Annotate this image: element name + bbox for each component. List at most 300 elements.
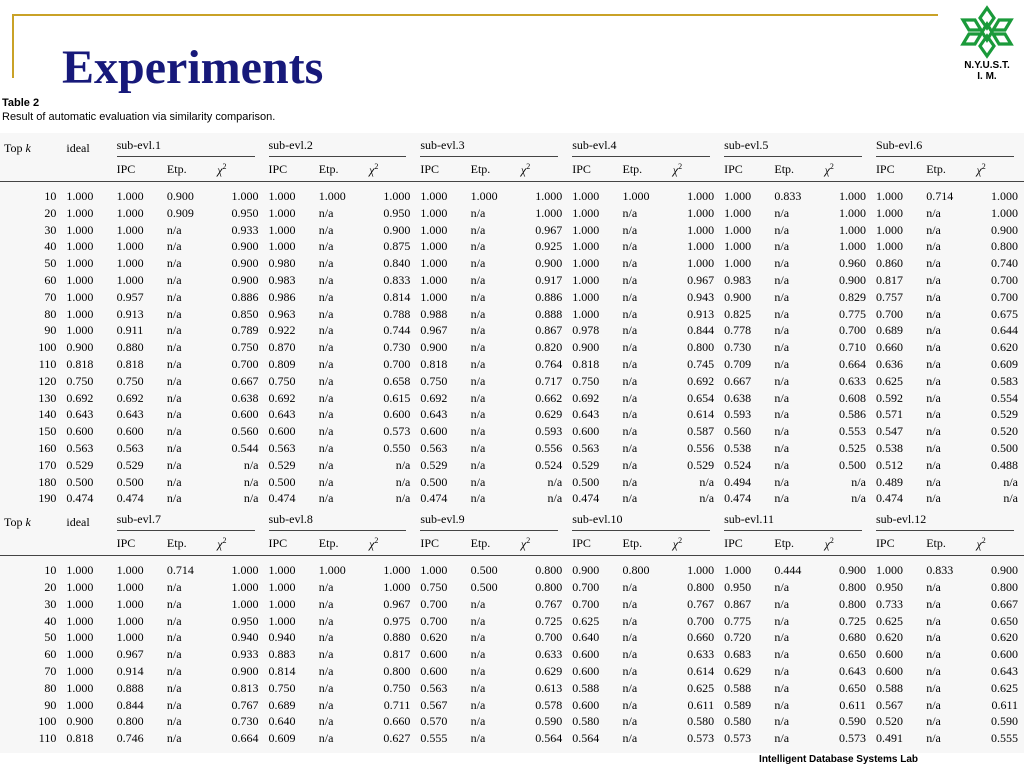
value-cell: 1.000 [116, 189, 144, 203]
value-cell: 1.000 [991, 189, 1018, 203]
ideal-cell: 0.529 [66, 457, 94, 472]
value-cell: 0.788 [383, 306, 411, 321]
value-cell: 0.764 [535, 356, 563, 371]
value-cell: 0.474 [572, 491, 600, 506]
chi-symbol: χ [520, 163, 527, 178]
value-cell: 0.840 [383, 256, 411, 271]
value-cell: n/a [166, 289, 182, 304]
nyust-logo [952, 4, 1022, 88]
value-cell: n/a [926, 731, 941, 746]
topk-cell: 30 [44, 222, 57, 237]
value-cell: n/a [318, 289, 334, 304]
group-label: sub-evl.7 [117, 511, 255, 531]
group-label: sub-evl.12 [876, 511, 1014, 531]
value-cell: n/a [774, 256, 790, 271]
group-header-row [0, 133, 1024, 157]
chi-square-header [821, 157, 872, 182]
value-cell: n/a [470, 205, 486, 220]
value-cell: n/a [470, 356, 486, 371]
table-row [0, 406, 1024, 423]
value-cell: n/a [318, 613, 334, 628]
value-cell: 0.711 [383, 697, 411, 712]
value-cell: n/a [926, 714, 941, 729]
value-cell: 0.571 [875, 407, 903, 422]
value-cell: n/a [926, 373, 941, 388]
value-cell: n/a [470, 239, 486, 254]
value-cell: 0.914 [116, 663, 144, 678]
value-cell: 1.000 [875, 205, 903, 220]
value-cell: n/a [926, 424, 941, 439]
value-cell: n/a [470, 306, 486, 321]
value-cell: n/a [926, 647, 941, 662]
value-cell: 1.000 [268, 613, 296, 628]
value-cell: n/a [774, 323, 790, 338]
table-row [0, 490, 1024, 507]
value-cell: 0.818 [116, 356, 144, 371]
table-row [0, 255, 1024, 272]
ipc-header: IPC [265, 157, 315, 182]
value-cell: 0.900 [231, 663, 259, 678]
value-cell: n/a [470, 630, 486, 645]
value-cell: 0.547 [875, 424, 903, 439]
value-cell: n/a [926, 457, 941, 472]
value-cell: 0.888 [116, 680, 144, 695]
value-cell: n/a [622, 474, 638, 489]
value-cell: 0.767 [535, 596, 563, 611]
value-cell: 0.643 [572, 407, 600, 422]
value-cell: 0.643 [991, 663, 1018, 678]
group-header [720, 133, 872, 157]
value-cell: n/a [243, 457, 259, 472]
value-cell: n/a [166, 647, 182, 662]
value-cell: 0.500 [116, 474, 144, 489]
ideal-cell: 1.000 [66, 323, 94, 338]
value-cell: n/a [470, 390, 486, 405]
ideal-cell: 0.692 [66, 390, 94, 405]
value-cell: n/a [926, 323, 941, 338]
group-label: sub-evl.3 [420, 137, 558, 157]
value-cell: n/a [622, 630, 638, 645]
value-cell: n/a [774, 222, 790, 237]
chi-square-header [213, 531, 264, 556]
value-cell: 0.538 [875, 440, 903, 455]
table-row [0, 356, 1024, 373]
value-cell: 1.000 [420, 222, 448, 237]
value-cell: 0.474 [875, 491, 903, 506]
ideal-cell: 0.900 [66, 714, 94, 729]
value-cell: 0.813 [231, 680, 259, 695]
value-cell: 1.000 [116, 596, 144, 611]
etp-header: Etp. [163, 157, 213, 182]
value-cell: 0.800 [687, 579, 715, 594]
value-cell: n/a [470, 407, 486, 422]
group-header [113, 507, 265, 531]
value-cell: n/a [318, 407, 334, 422]
value-cell: 0.620 [875, 630, 903, 645]
value-cell: 0.825 [724, 306, 752, 321]
value-cell: 0.529 [268, 457, 296, 472]
value-cell: 0.900 [231, 239, 259, 254]
value-cell: 0.809 [268, 356, 296, 371]
table-row [0, 613, 1024, 630]
value-cell: 0.627 [383, 731, 411, 746]
value-cell: 0.608 [838, 390, 866, 405]
value-cell: 0.880 [116, 340, 144, 355]
value-cell: n/a [470, 440, 486, 455]
topk-label: Top [4, 141, 26, 156]
value-cell: 0.700 [991, 289, 1018, 304]
value-cell: 0.692 [687, 373, 715, 388]
value-cell: 0.717 [535, 373, 563, 388]
results-table [0, 133, 1024, 747]
ideal-cell: 1.000 [66, 189, 94, 203]
value-cell: n/a [470, 680, 486, 695]
value-cell: n/a [926, 272, 941, 287]
value-cell: 0.580 [724, 714, 752, 729]
value-cell: 0.750 [420, 579, 448, 594]
topk-cell: 160 [38, 440, 57, 455]
value-cell: 1.000 [535, 205, 563, 220]
value-cell: n/a [926, 222, 941, 237]
value-cell: 0.767 [687, 596, 715, 611]
value-cell: 0.692 [116, 390, 144, 405]
value-cell: 0.800 [116, 714, 144, 729]
chi-symbol: χ [976, 163, 982, 178]
value-cell: n/a [926, 663, 941, 678]
value-cell: n/a [622, 407, 638, 422]
value-cell: 0.600 [420, 663, 448, 678]
value-cell: 0.650 [991, 613, 1018, 628]
value-cell: 0.444 [774, 563, 802, 578]
value-cell: n/a [470, 663, 486, 678]
ideal-cell: 1.000 [66, 630, 94, 645]
value-cell: n/a [166, 491, 182, 506]
value-cell: n/a [318, 222, 334, 237]
topk-cell: 60 [44, 272, 57, 287]
value-cell: 0.529 [687, 457, 715, 472]
value-cell: 0.745 [687, 356, 715, 371]
value-cell: 0.886 [231, 289, 259, 304]
value-cell: 0.900 [724, 289, 752, 304]
value-cell: 0.933 [231, 647, 259, 662]
value-cell: n/a [622, 205, 638, 220]
group-label: sub-evl.1 [117, 137, 255, 157]
value-cell: 0.814 [268, 663, 296, 678]
value-cell: n/a [166, 272, 182, 287]
value-cell: n/a [774, 289, 790, 304]
value-cell: n/a [166, 356, 182, 371]
value-cell: 0.900 [991, 222, 1018, 237]
value-cell: 0.709 [724, 356, 752, 371]
chi-square-header [669, 531, 720, 556]
value-cell: 0.967 [383, 596, 411, 611]
value-cell: n/a [318, 340, 334, 355]
value-cell: 0.609 [991, 356, 1018, 371]
chi-superscript: 2 [526, 162, 531, 172]
value-cell: n/a [774, 663, 790, 678]
value-cell: 0.967 [420, 323, 448, 338]
ideal-cell: 1.000 [66, 680, 94, 695]
table-label: Table 2 [2, 97, 40, 109]
value-cell: 0.744 [383, 323, 411, 338]
value-cell: n/a [547, 474, 563, 489]
value-cell: 0.850 [231, 306, 259, 321]
group-header-row [0, 507, 1024, 531]
chi-symbol: χ [369, 163, 375, 178]
value-cell: 0.600 [991, 647, 1018, 662]
value-cell: 0.943 [687, 289, 715, 304]
value-cell: 0.900 [991, 563, 1018, 578]
value-cell: 0.667 [724, 373, 752, 388]
value-cell: 0.563 [420, 680, 448, 695]
value-cell: 0.638 [724, 390, 752, 405]
value-cell: 0.600 [572, 663, 600, 678]
topk-cell: 110 [38, 356, 57, 371]
value-cell: n/a [470, 474, 486, 489]
table-row [0, 423, 1024, 440]
value-cell: n/a [166, 680, 182, 695]
value-cell: 0.900 [231, 256, 259, 271]
sub-header-row [0, 157, 1024, 182]
ipc-header: IPC [265, 531, 315, 556]
value-cell: 0.978 [572, 323, 600, 338]
value-cell: 0.650 [838, 680, 866, 695]
value-cell: 0.600 [116, 424, 144, 439]
value-cell: n/a [622, 731, 638, 746]
value-cell: 0.524 [535, 457, 563, 472]
value-cell: 1.000 [420, 205, 448, 220]
value-cell: 0.640 [572, 630, 600, 645]
value-cell: 0.620 [420, 630, 448, 645]
value-cell: 1.000 [535, 189, 563, 203]
table-row [0, 474, 1024, 491]
value-cell: n/a [470, 491, 486, 506]
topk-cell: 180 [38, 474, 57, 489]
sub-header-row [0, 531, 1024, 556]
chi-superscript: 2 [374, 536, 379, 546]
value-cell: 0.586 [838, 407, 866, 422]
value-cell: 0.625 [991, 680, 1018, 695]
ipc-header: IPC [416, 531, 466, 556]
chi-superscript: 2 [829, 536, 834, 546]
chi-superscript: 2 [981, 162, 986, 172]
value-cell: n/a [926, 239, 941, 254]
value-cell: n/a [699, 474, 715, 489]
topk-cell: 170 [38, 457, 57, 472]
value-cell: 0.700 [420, 613, 448, 628]
chi-square-header [973, 531, 1024, 556]
value-cell: n/a [470, 714, 486, 729]
value-cell: 0.800 [687, 340, 715, 355]
etp-header: Etp. [315, 531, 365, 556]
value-cell: 0.700 [838, 323, 866, 338]
value-cell: 0.700 [535, 630, 563, 645]
value-cell: 0.700 [687, 613, 715, 628]
group-header [265, 507, 417, 531]
value-cell: 1.000 [724, 222, 752, 237]
value-cell: 0.560 [724, 424, 752, 439]
value-cell: 0.909 [166, 205, 194, 220]
sub-header-blank [0, 531, 62, 556]
value-cell: 0.900 [572, 563, 600, 578]
value-cell: 0.500 [991, 440, 1018, 455]
value-cell: n/a [926, 340, 941, 355]
ideal-cell: 1.000 [66, 256, 94, 271]
value-cell: n/a [470, 323, 486, 338]
ideal-cell: 0.474 [66, 491, 94, 506]
value-cell: 1.000 [687, 205, 715, 220]
chi-symbol: χ [824, 537, 830, 552]
value-cell: 1.000 [420, 239, 448, 254]
value-cell: n/a [318, 457, 334, 472]
value-cell: n/a [318, 474, 334, 489]
value-cell: 0.750 [268, 373, 296, 388]
value-cell: 1.000 [687, 563, 715, 578]
value-cell: 0.900 [838, 272, 866, 287]
table-row [0, 562, 1024, 579]
value-cell: n/a [166, 596, 182, 611]
value-cell: n/a [318, 373, 334, 388]
value-cell: 0.967 [116, 647, 144, 662]
value-cell: n/a [166, 714, 182, 729]
ipc-header: IPC [872, 157, 922, 182]
chi-square-header [365, 531, 416, 556]
group-label: sub-evl.10 [572, 511, 710, 531]
value-cell: 0.500 [420, 474, 448, 489]
value-cell: 1.000 [116, 579, 144, 594]
value-cell: n/a [470, 731, 486, 746]
value-cell: 0.714 [166, 563, 194, 578]
value-cell: 0.524 [724, 457, 752, 472]
value-cell: 0.750 [572, 373, 600, 388]
value-cell: 0.940 [231, 630, 259, 645]
ideal-cell: 1.000 [66, 289, 94, 304]
value-cell: 1.000 [383, 189, 411, 203]
group-header [720, 507, 872, 531]
value-cell: n/a [166, 579, 182, 594]
table-row [0, 373, 1024, 390]
table-row [0, 390, 1024, 407]
value-cell: 1.000 [991, 205, 1018, 220]
value-cell: 0.625 [572, 613, 600, 628]
sub-header-blank [0, 157, 62, 182]
table-row [0, 272, 1024, 289]
table-row [0, 322, 1024, 339]
value-cell: n/a [774, 440, 790, 455]
table-caption [2, 96, 275, 124]
value-cell: 0.700 [991, 272, 1018, 287]
value-cell: n/a [851, 491, 866, 506]
chi-square-header [669, 157, 720, 182]
ipc-header: IPC [416, 157, 466, 182]
table-row [0, 306, 1024, 323]
ideal-cell: 0.900 [66, 340, 94, 355]
value-cell: n/a [470, 272, 486, 287]
etp-header: Etp. [619, 157, 669, 182]
value-cell: 0.746 [116, 731, 144, 746]
value-cell: 0.583 [991, 373, 1018, 388]
value-cell: 1.000 [572, 256, 600, 271]
value-cell: 0.614 [687, 663, 715, 678]
topk-cell: 50 [44, 630, 57, 645]
topk-cell: 60 [44, 647, 57, 662]
value-cell: 1.000 [875, 239, 903, 254]
value-cell: 0.950 [231, 205, 259, 220]
table-row [0, 697, 1024, 714]
value-cell: 0.625 [687, 680, 715, 695]
value-cell: 1.000 [268, 596, 296, 611]
value-cell: 1.000 [838, 239, 866, 254]
value-cell: 1.000 [383, 579, 411, 594]
value-cell: 0.900 [383, 222, 411, 237]
value-cell: 0.730 [231, 714, 259, 729]
value-cell: 1.000 [622, 189, 650, 203]
value-cell: 0.609 [268, 731, 296, 746]
value-cell: 0.520 [991, 424, 1018, 439]
value-cell: n/a [166, 306, 182, 321]
value-cell: 0.563 [420, 440, 448, 455]
value-cell: n/a [926, 407, 941, 422]
value-cell: n/a [318, 731, 334, 746]
value-cell: 0.554 [991, 390, 1018, 405]
table-row [0, 205, 1024, 222]
value-cell: 0.967 [535, 222, 563, 237]
value-cell: n/a [926, 579, 941, 594]
etp-header: Etp. [163, 531, 213, 556]
topk-cell: 100 [38, 714, 57, 729]
value-cell: n/a [622, 356, 638, 371]
value-cell: n/a [926, 356, 941, 371]
value-cell: 0.600 [572, 697, 600, 712]
value-cell: n/a [166, 731, 182, 746]
chi-square-header [213, 157, 264, 182]
chi-symbol: χ [369, 537, 375, 552]
chi-superscript: 2 [526, 536, 531, 546]
value-cell: 0.500 [838, 457, 866, 472]
value-cell: 0.578 [535, 697, 563, 712]
topk-cell: 90 [44, 697, 57, 712]
value-cell: 0.556 [687, 440, 715, 455]
value-cell: 0.675 [991, 306, 1018, 321]
value-cell: n/a [926, 306, 941, 321]
value-cell: n/a [926, 256, 941, 271]
value-cell: 1.000 [687, 256, 715, 271]
value-cell: 1.000 [724, 205, 752, 220]
value-cell: 0.550 [383, 440, 411, 455]
value-cell: n/a [166, 613, 182, 628]
value-cell: 0.725 [838, 613, 866, 628]
value-cell: 0.957 [116, 289, 144, 304]
value-cell: 0.692 [268, 390, 296, 405]
value-cell: n/a [926, 440, 941, 455]
value-cell: n/a [470, 697, 486, 712]
value-cell: n/a [622, 647, 638, 662]
group-label: sub-evl.11 [724, 511, 862, 531]
value-cell: 0.860 [875, 256, 903, 271]
value-cell: n/a [774, 340, 790, 355]
value-cell: 0.592 [875, 390, 903, 405]
chi-superscript: 2 [678, 162, 683, 172]
chi-superscript: 2 [222, 536, 227, 546]
value-cell: n/a [166, 440, 182, 455]
value-cell: n/a [622, 714, 638, 729]
value-cell: n/a [926, 491, 941, 506]
value-cell: n/a [166, 457, 182, 472]
value-cell: 1.000 [724, 563, 752, 578]
sub-header-blank [62, 157, 112, 182]
value-cell: n/a [774, 474, 790, 489]
sub-header-blank [62, 531, 112, 556]
